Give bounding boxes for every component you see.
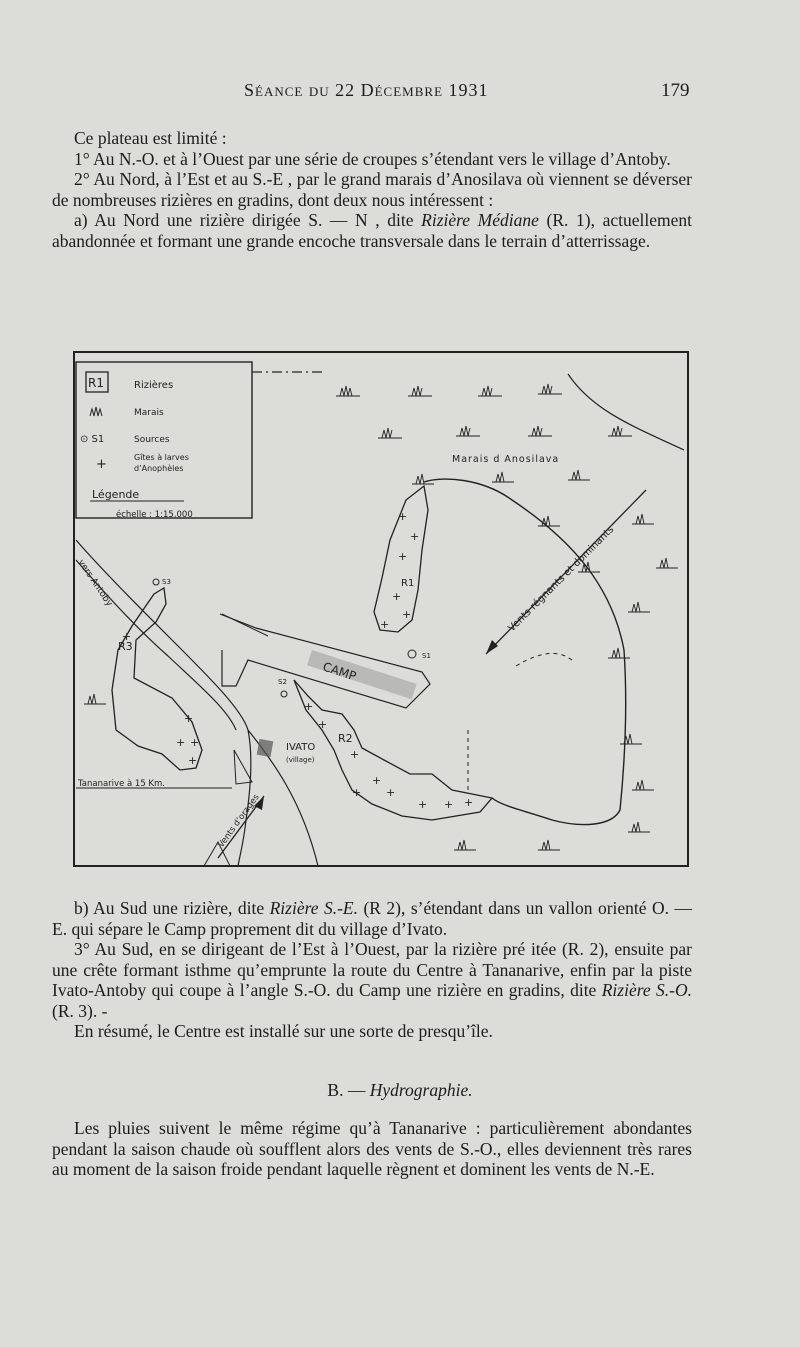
svg-text:+: + xyxy=(398,550,408,563)
item-3-emphasis: Rizière S.-O. xyxy=(601,980,692,1000)
map-frame xyxy=(74,352,688,866)
svg-text:+: + xyxy=(418,798,428,811)
label-s3: S3 xyxy=(162,578,171,586)
label-vents-regnants: Vents régnants et dominants xyxy=(506,524,617,635)
camp-runway xyxy=(222,614,268,636)
continuation-text xyxy=(52,898,692,1042)
legend-scale: échelle : 1:15.000 xyxy=(116,510,193,520)
label-marais: Marais d Anosilava xyxy=(452,454,560,465)
marsh-outline xyxy=(424,479,626,824)
svg-text:+: + xyxy=(444,798,454,811)
label-village: (village) xyxy=(286,756,315,764)
hydro-paragraph: Les pluies suivent le même régime qu’à Tananarive : particulièrement abondantes pendant la saison chaude où soufflent alors des vents de S.-O., elles deviennent très rares au moment de la saison froide pendant laquelle règnent et dominent les vents de N.-E. xyxy=(52,1118,692,1179)
legend-gites-1: Gîtes à larves xyxy=(134,453,189,462)
rice-field-r2 xyxy=(294,680,492,820)
svg-text:+: + xyxy=(392,590,402,603)
item-3 xyxy=(52,939,692,1021)
wind-arrow-head xyxy=(486,640,498,654)
intro-line: Ce plateau est limité : xyxy=(74,128,227,148)
svg-text:+: + xyxy=(402,608,412,621)
label-s2: S2 xyxy=(278,678,287,686)
legend-source-symbol: ⊙ S1 xyxy=(80,434,105,445)
svg-text:+: + xyxy=(350,748,360,761)
svg-text:+: + xyxy=(122,630,132,643)
village-marker xyxy=(257,739,274,757)
svg-text:+: + xyxy=(380,618,390,631)
svg-text:+: + xyxy=(188,754,198,767)
section-heading xyxy=(0,1080,800,1101)
svg-text:+: + xyxy=(352,786,362,799)
svg-text:+: + xyxy=(410,530,420,543)
svg-text:+: + xyxy=(190,736,200,749)
label-camp: CAMP xyxy=(321,659,358,684)
item-b-emphasis: Rizière S.-E. xyxy=(269,898,358,918)
site-map xyxy=(72,350,690,868)
legend-gites-2: d’Anophèles xyxy=(134,464,184,473)
source-s1 xyxy=(408,650,416,658)
item-a-prefix: a) Au Nord une rizière dirigée S. — N , dite xyxy=(74,210,422,230)
svg-text:+: + xyxy=(184,712,194,725)
map-drawing xyxy=(72,350,690,868)
legend-marsh-icon xyxy=(90,407,102,416)
source-s3 xyxy=(153,579,159,585)
label-r1: R1 xyxy=(401,578,415,589)
camp-hatch xyxy=(307,650,417,699)
item-2: 2° Au Nord, à l’Est et au S.-E , par le grand marais d’Anosilava où viennent se déverser de nombreuses rizières en gradins, dont deux nous intéressent : xyxy=(52,169,692,210)
source-s2 xyxy=(281,691,287,697)
resume-paragraph: En résumé, le Centre est installé sur une sorte de presqu’île. xyxy=(74,1021,493,1041)
legend-r-symbol: R1 xyxy=(88,376,104,390)
intro-text xyxy=(52,128,692,251)
header-title: Séance du 22 Décembre 1931 xyxy=(244,80,489,100)
label-r2: R2 xyxy=(338,732,353,745)
isthmus-triangle xyxy=(234,750,252,784)
item-b-suffix: (R 2), s’étendant dans un vallon orienté O. — E. qui sépare le Camp proprement dit du village d’Ivato. xyxy=(52,898,692,939)
item-3-suffix: (R. 3). - xyxy=(52,1000,108,1021)
item-b-prefix: b) Au Sud une rizière, dite xyxy=(74,898,270,918)
r3-larvae xyxy=(122,630,199,767)
legend-title: Légende xyxy=(92,488,140,501)
label-s1: S1 xyxy=(422,652,431,660)
item-a xyxy=(52,210,692,251)
label-tananarive: Tananarive à 15 Km. xyxy=(78,779,165,789)
svg-text:+: + xyxy=(318,718,328,731)
svg-text:+: + xyxy=(386,786,396,799)
svg-text:+: + xyxy=(176,736,186,749)
running-header xyxy=(0,80,800,106)
svg-text:+: + xyxy=(464,796,474,809)
label-ivato: IVATO xyxy=(286,742,316,753)
item-1: 1° Au N.-O. et à l’Ouest par une série de croupes s’étendant vers le village d’Antoby. xyxy=(74,148,671,169)
legend-plus-icon: + xyxy=(96,457,107,472)
section-title: Hydrographie. xyxy=(369,1080,473,1100)
item-3-prefix: 3° Au Sud, en se dirigeant de l’Est à l’Ouest, par la rizière pré itée (R. 2), ensuite par une crête formant isthme qu’emprunte la route du Centre à Tananarive, enfin par la piste Ivato-Antoby qui coupe à l’angle S.-O. du Camp une rizière en gradins, dite xyxy=(52,939,692,1000)
hydro-text xyxy=(52,1118,692,1180)
svg-text:+: + xyxy=(304,700,314,713)
page-number: 179 xyxy=(661,80,690,101)
r2-larvae xyxy=(304,700,473,811)
item-b xyxy=(52,898,692,939)
legend-rizieres: Rizières xyxy=(134,380,174,391)
item-a-suffix: (R. 1), actuellement abandonnée et formant une grande encoche transversale dans le terrain d’atterrissage. xyxy=(52,210,692,251)
label-r3: R3 xyxy=(118,640,133,653)
section-prefix: B. — xyxy=(327,1080,370,1100)
label-vents-orages: Vents d’orages xyxy=(216,792,262,850)
item-a-emphasis: Rizière Médiane xyxy=(421,210,539,230)
dashed-boundary xyxy=(516,653,574,666)
label-vers-antoby: vers Antoby xyxy=(75,558,115,609)
svg-text:+: + xyxy=(398,510,408,523)
marsh-north-edge xyxy=(568,374,684,450)
legend-sources: Sources xyxy=(134,435,170,445)
svg-text:+: + xyxy=(372,774,382,787)
legend-marais: Marais xyxy=(134,408,164,418)
